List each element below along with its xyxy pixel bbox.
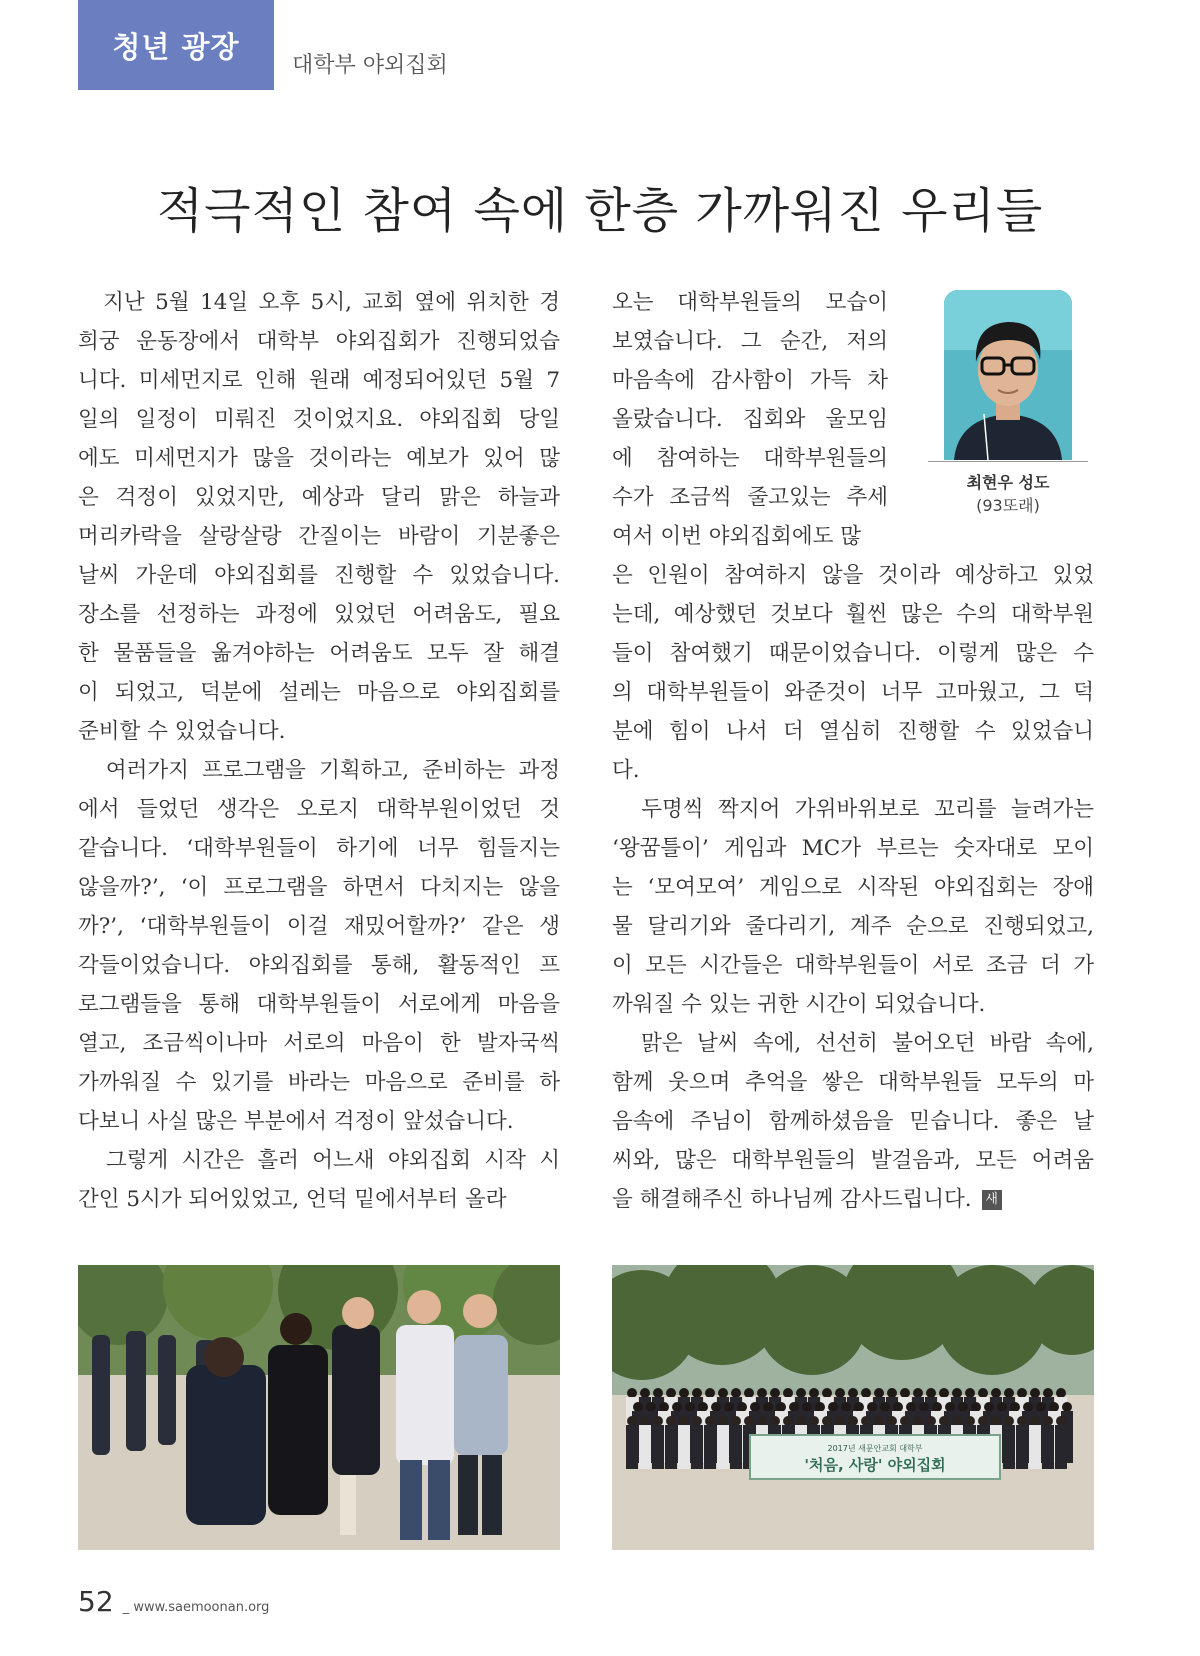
text-line: 그렇게 시간은 흘러 어느새 야외집회 시작 시: [78, 1148, 560, 1173]
banner-line2: '처음, 사랑' 야외집회: [804, 1456, 946, 1474]
article-right-column-top: [612, 283, 888, 556]
text-line: 각들이었습니다. 야외집회를 통해, 활동적인 프: [78, 953, 560, 978]
text-line: 같습니다. ‘대학부원들이 하기에 너무 힘들지는: [78, 836, 560, 861]
text-line: 올랐습니다. 집회와 울모임: [612, 407, 888, 432]
section-title: 청년 광장: [112, 29, 240, 64]
article-headline: 적극적인 참여 속에 한층 가까워진 우리들: [156, 183, 1044, 239]
text-line: 다.: [612, 758, 640, 783]
text-line: 로그램들을 통해 대학부원들이 서로에게 마음을: [78, 992, 560, 1017]
text-line: 가까워질 수 있기를 바라는 마음으로 준비를 하: [78, 1070, 560, 1095]
text-line: 수가 조금씩 줄고있는 추세: [612, 485, 888, 510]
text-line: 마음속에 감사함이 가득 차: [612, 368, 888, 393]
text-line: 장소를 선정하는 과정에 있었던 어려움도, 필요: [78, 602, 560, 627]
banner-line1: 2017년 새문안교회 대학부: [827, 1444, 923, 1453]
text-line: 한 물품들을 옮겨야하는 어려움도 모두 잘 해결: [78, 641, 560, 666]
text-line: 이 되었고, 덕분에 설레는 마음으로 야외집회를: [78, 680, 560, 705]
group-photo: [612, 1265, 1094, 1550]
text-line: 음속에 주님이 함께하셨음을 믿습니다. 좋은 날: [612, 1109, 1094, 1134]
section-subtitle: 대학부 야외집회: [292, 53, 448, 78]
text-line: 에서 들었던 생각은 오로지 대학부원이었던 것: [78, 797, 560, 822]
text-line: 맑은 날씨 속에, 선선히 불어오던 바람 속에,: [612, 1031, 1094, 1056]
text-line: 여러가지 프로그램을 기획하고, 준비하는 과정: [78, 758, 560, 783]
site-url: _ www.saemoonan.org: [122, 1600, 270, 1615]
text-line: 희궁 운동장에서 대학부 야외집회가 진행되었습: [78, 329, 560, 354]
author-name: 최현우 성도: [966, 473, 1050, 492]
text-line: 까워질 수 있는 귀한 시간이 되었습니다.: [612, 992, 986, 1017]
text-line: 함께 웃으며 추억을 쌓은 대학부원들 모두의 마: [612, 1070, 1094, 1095]
text-line: 준비할 수 있었습니다.: [78, 719, 286, 744]
text-line: 에도 미세먼지가 많을 것이라는 예보가 있어 많: [78, 446, 560, 471]
text-line: 머리카락을 살랑살랑 간질이는 바람이 기분좋은: [78, 524, 560, 549]
text-line: 은 걱정이 있었지만, 예상과 달리 맑은 하늘과: [78, 485, 560, 510]
author-divider: [928, 461, 1088, 462]
text-line: 은 인원이 참여하지 않을 것이라 예상하고 있었: [612, 563, 1094, 588]
text-line: 두명씩 짝지어 가위바위보로 꼬리를 늘려가는: [612, 797, 1094, 822]
text-line: 는데, 예상했던 것보다 훨씬 많은 수의 대학부원: [612, 602, 1094, 627]
text-line: 않을까?’, ‘이 프로그램을 하면서 다치지는 않을: [78, 875, 560, 900]
section-tab: [78, 0, 274, 90]
text-line: 을 해결해주신 하나님께 감사드립니다.: [612, 1187, 972, 1212]
text-line: 들이 참여했기 때문이었습니다. 이렇게 많은 수: [612, 641, 1094, 666]
text-line: 간인 5시가 되어있었고, 언덕 밑에서부터 올라: [78, 1187, 507, 1212]
text-line: 지난 5월 14일 오후 5시, 교회 옆에 위치한 경: [78, 290, 560, 315]
author-group: (93또래): [976, 496, 1040, 515]
people-playing-photo: [78, 1265, 560, 1550]
text-line: 보였습니다. 그 순간, 저의: [612, 329, 888, 354]
page-number: 52: [78, 1585, 114, 1618]
text-line: ‘왕꿈틀이’ 게임과 MC가 부르는 숫자대로 모이: [612, 836, 1094, 861]
text-line: 날씨 가운데 야외집회를 진행할 수 있었습니다.: [78, 563, 560, 588]
text-line: 까?’, ‘대학부원들이 이걸 재밌어할까?’ 같은 생: [78, 914, 560, 939]
text-line: 열고, 조금씩이나마 서로의 마음이 한 발자국씩: [78, 1031, 560, 1056]
text-line: 에 참여하는 대학부원들의: [612, 446, 888, 471]
text-line: 다보니 사실 많은 부분에서 걱정이 앞섰습니다.: [78, 1109, 514, 1134]
article-left-column: [78, 283, 560, 1219]
end-mark-icon: 새: [982, 1190, 1002, 1210]
text-line: 는 ‘모여모여’ 게임으로 시작된 야외집회는 장애: [612, 875, 1094, 900]
text-line: 이 모든 시간들은 대학부원들이 서로 조금 더 가: [612, 953, 1094, 978]
text-line: 오는 대학부원들의 모습이: [612, 290, 888, 315]
text-line: 여서 이번 야외집회에도 많: [612, 524, 861, 549]
text-line: 씨와, 많은 대학부원들의 발걸음과, 모든 어려움: [612, 1148, 1094, 1173]
author-portrait-image: [944, 290, 1072, 460]
text-line: 일의 일정이 미뤄진 것이었지요. 야외집회 당일: [78, 407, 560, 432]
text-line: 물 달리기와 줄다리기, 계주 순으로 진행되었고,: [612, 914, 1094, 939]
text-line: 분에 힘이 나서 더 열심히 진행할 수 있었습니: [612, 719, 1094, 744]
text-line: 니다. 미세먼지로 인해 원래 예정되어있던 5월 7: [78, 368, 560, 393]
text-line: 의 대학부원들이 와준것이 너무 고마웠고, 그 덕: [612, 680, 1094, 705]
page-footer: [78, 1585, 269, 1618]
article-right-column: [612, 556, 1094, 1219]
